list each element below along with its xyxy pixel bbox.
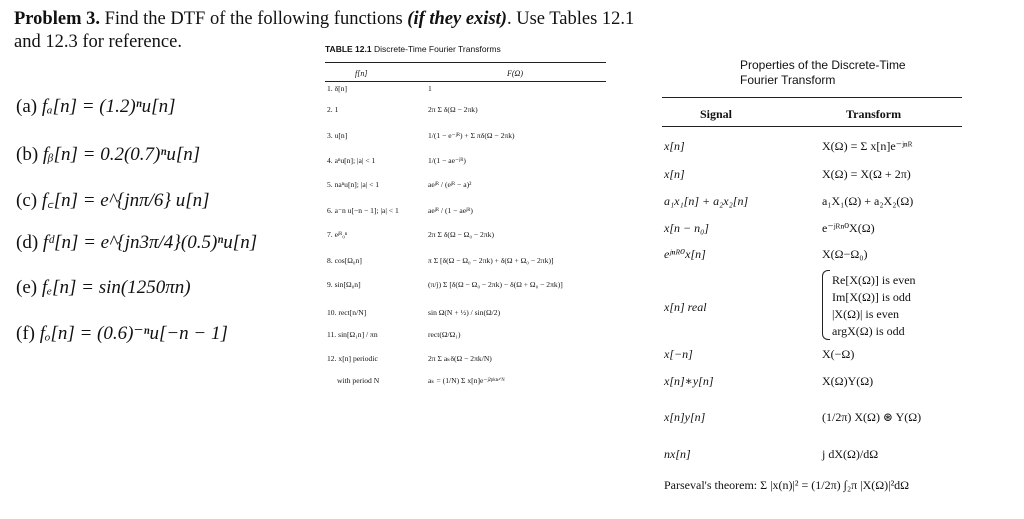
table-cell-f: 3. u[n] <box>327 131 348 140</box>
table-row <box>325 84 606 98</box>
properties-signal: x[n] real <box>664 300 707 314</box>
table-row <box>325 230 606 244</box>
properties-title: Properties of the Discrete-Time Fourier Transform <box>740 58 906 87</box>
properties-signal: x[n]y[n] <box>664 410 706 424</box>
part-d <box>16 232 257 254</box>
properties-transform: j dX(Ω)/dΩ <box>822 447 879 461</box>
properties-signal: x[n] <box>664 167 685 181</box>
properties-transform-line: argX(Ω) is odd <box>832 324 905 338</box>
table-cell-F: 1/(1 − e⁻ʲᴿ) + Σ πδ(Ω − 2πk) <box>428 131 515 140</box>
table-12-1-caption <box>325 44 501 54</box>
table-cell-F: aₖ = (1/N) Σ x[n]e⁻ʲ²ᵖᵏⁿᐟᴺ <box>428 376 505 385</box>
table-row <box>325 308 606 322</box>
table-row <box>325 131 606 145</box>
table-cell-f: 5. naⁿu[n]; |a| < 1 <box>327 180 380 189</box>
table-cell-f: 12. x[n] periodic <box>327 354 378 363</box>
table-cell-f: 7. eʲᴿ₀ⁿ <box>327 230 348 239</box>
part-f <box>16 322 228 345</box>
part-c <box>16 186 210 212</box>
properties-signal: a₁x₁[n] + a₂x₂[n] <box>664 194 749 208</box>
table-cell-F: 2π Σ δ(Ω − Ω₀ − 2πk) <box>428 230 495 239</box>
table-cell-f: 1. δ[n] <box>327 84 348 93</box>
table-cell-f: 6. a⁻n u[−n − 1]; |a| < 1 <box>327 206 399 215</box>
properties-signal: x[n]∗y[n] <box>664 374 714 388</box>
part-b <box>16 144 200 166</box>
table-12-1-label: TABLE 12.1 <box>325 44 372 54</box>
properties-signal: eʲⁿᴿ⁰x[n] <box>664 247 706 261</box>
table-row <box>325 256 606 270</box>
table-cell-F: 2π Σ δ(Ω − 2πk) <box>428 105 478 114</box>
table-row <box>325 354 606 368</box>
properties-transform: X(Ω) = Σ x[n]e⁻ʲⁿᴿ <box>822 139 913 153</box>
table-cell-F: sin Ω(N + ½) / sin(Ω/2) <box>428 308 501 317</box>
part-a <box>16 96 175 118</box>
part-b-label: (b) <box>16 144 39 165</box>
part-e-label: (e) <box>16 277 38 298</box>
table-cell-F: 1 <box>428 84 432 93</box>
part-e <box>16 277 191 299</box>
problem-label: Problem 3. <box>14 9 100 29</box>
table-cell-F: 2π Σ aₖδ(Ω − 2πk/N) <box>428 354 492 363</box>
properties-transform: X(Ω)Y(Ω) <box>822 374 874 388</box>
properties-col-transform: Transform <box>846 107 902 121</box>
table-row <box>325 206 606 220</box>
part-f-expr: fₒ[n] = (0.6)⁻ⁿu[−n − 1] <box>39 323 228 344</box>
table-cell-F: aeʲᴿ / (1 − aeʲᴿ) <box>428 206 473 215</box>
properties-signal: x[n] <box>664 139 685 153</box>
brace-icon <box>822 270 830 340</box>
table-cell-F: 1/(1 − ae⁻ʲᴿ) <box>428 156 466 165</box>
problem-emphasis: (if they exist) <box>407 9 507 29</box>
table-12-1-head-rule <box>325 81 606 82</box>
table-12-1-col-f: f[n] <box>355 69 368 78</box>
properties-transform: a₁X₁(Ω) + a₂X₂(Ω) <box>822 194 914 208</box>
part-a-expr: fₐ[n] = (1.2)ⁿu[n] <box>41 96 176 117</box>
table-row <box>325 180 606 194</box>
table-row <box>325 330 606 344</box>
part-e-expr: fₑ[n] = sin(1250πn) <box>41 277 191 298</box>
table-cell-F: aeʲᴿ / (eʲᴿ − a)² <box>428 180 472 189</box>
table-cell-F: (π/j) Σ [δ(Ω − Ω₀ − 2πk) − δ(Ω + Ω₀ − 2πk)] <box>428 280 563 289</box>
properties-transform-line: Re[X(Ω)] is even <box>832 273 916 287</box>
properties-transform: X(Ω) = X(Ω + 2π) <box>822 167 911 181</box>
properties-transform: e⁻ʲᴿⁿ⁰X(Ω) <box>822 221 875 235</box>
table-cell-F: rect(Ω/Ω₁) <box>428 330 461 339</box>
part-c-expr: f꜀[n] = e^{jnπ/6} u[n] <box>41 190 210 211</box>
problem-text-after: . Use Tables 12.1 <box>506 9 635 29</box>
table-12-1-title: Discrete-Time Fourier Transforms <box>373 44 501 54</box>
properties-transform: X(Ω−Ω₀) <box>822 247 868 261</box>
table-row <box>325 105 606 119</box>
properties-col-signal: Signal <box>700 107 733 121</box>
table-cell-f: with period N <box>337 376 380 385</box>
properties-transform: (1/2π) X(Ω) ⊛ Y(Ω) <box>822 410 922 424</box>
properties-transform-line: Im[X(Ω)] is odd <box>832 290 911 304</box>
part-d-expr: fᵈ[n] = e^{jn3π/4}(0.5)ⁿu[n] <box>42 232 258 253</box>
table-cell-f: 11. sin[Ω₁n] / πn <box>327 330 378 339</box>
table-cell-f: 10. rect[n/N] <box>327 308 367 317</box>
table-cell-f: 2. 1 <box>327 105 339 114</box>
problem-line-2: and 12.3 for reference. <box>14 32 182 52</box>
table-cell-F: π Σ [δ(Ω − Ω₀ − 2πk) + δ(Ω + Ω₀ − 2πk)] <box>428 256 554 265</box>
properties-signal: nx[n] <box>664 447 691 461</box>
table-12-1-col-F: F(Ω) <box>507 69 523 78</box>
problem-text: Find the DTF of the following functions <box>104 9 403 29</box>
table-row <box>325 280 606 294</box>
part-d-label: (d) <box>16 232 39 253</box>
part-f-label: (f) <box>16 323 35 344</box>
properties-transform: X(−Ω) <box>822 347 855 361</box>
table-cell-f: 9. sin[Ω₀n] <box>327 280 361 289</box>
properties-transform-line: |X(Ω)| is even <box>832 307 900 321</box>
table-cell-f: 4. aⁿu[n]; |a| < 1 <box>327 156 376 165</box>
problem-line-1 <box>14 8 774 31</box>
properties-signal: x[−n] <box>664 347 693 361</box>
table-row <box>325 376 606 390</box>
part-c-label: (c) <box>16 190 38 211</box>
table-12-1-top-rule <box>325 62 606 63</box>
properties-top-rule <box>662 97 962 98</box>
table-cell-f: 8. cos[Ω₀n] <box>327 256 362 265</box>
properties-signal: x[n − n₀] <box>664 221 709 235</box>
table-row <box>325 156 606 170</box>
part-a-label: (a) <box>16 96 38 117</box>
parseval-theorem: Parseval's theorem: Σ |x(n)|² = (1/2π) ∫₂π |X(Ω)|²dΩ <box>664 478 910 492</box>
properties-head-rule <box>662 126 962 127</box>
part-b-expr: fᵦ[n] = 0.2(0.7)ⁿu[n] <box>42 144 201 165</box>
